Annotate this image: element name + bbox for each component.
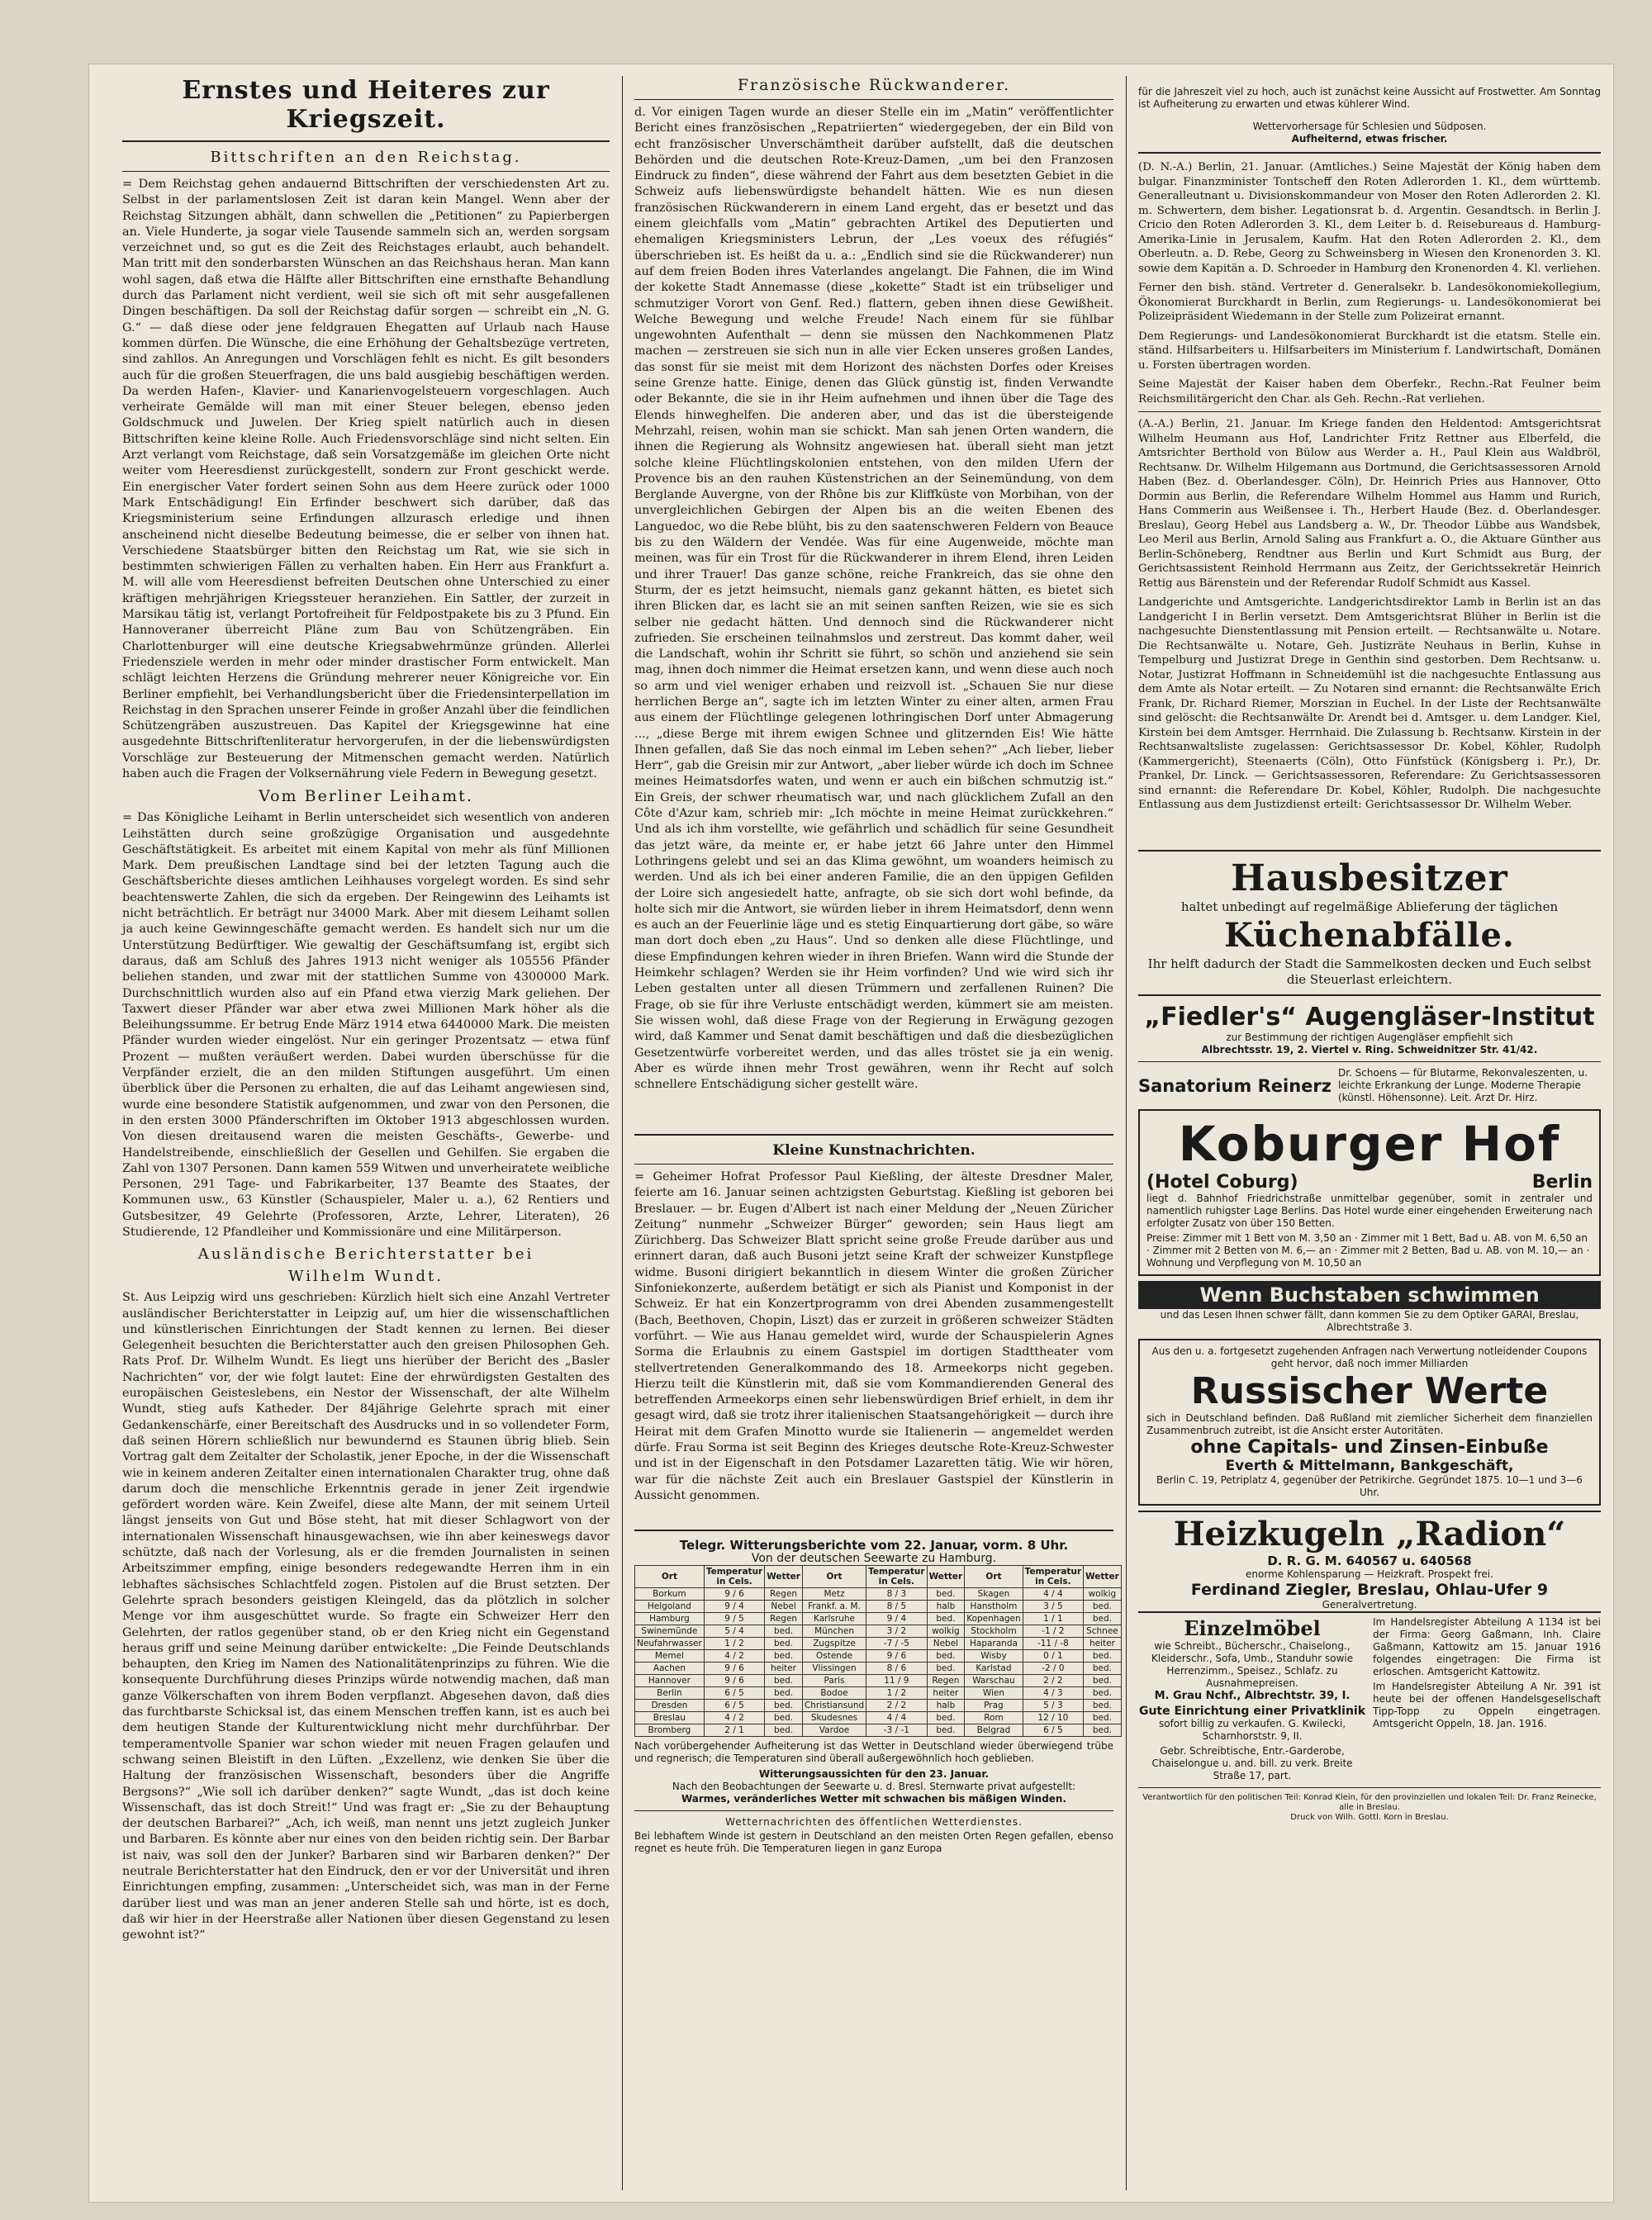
weather-note: Nach vorübergehender Aufheiterung ist das Wetter in Deutschland wieder überwiegend trübe und regnerisch; die Temperaturen sind überall außergewöhnlich hoch geblieben.: [634, 1740, 1113, 1764]
weather-cell: 3 / 5: [1023, 1601, 1083, 1613]
forecast-title: Witterungsaussichten für den 23. Januar.: [758, 1768, 990, 1780]
weather-cell: heiter: [765, 1663, 803, 1675]
weather-cell: Frankf. a. M.: [802, 1601, 866, 1613]
weather-cell: 4 / 2: [704, 1712, 764, 1724]
weather-cell: bed.: [1084, 1687, 1122, 1700]
weather-cell: Dresden: [635, 1700, 705, 1712]
weather-cell: Paris: [802, 1675, 866, 1687]
weather-cell: bed.: [1084, 1675, 1122, 1687]
ad-text: wie Schreibt., Bücherschr., Chaiselong., Kleiderschr., Sofa, Umb., Standuhr sowie Herrenzimm., Speisez., Schlafz. zu Ausnahmepreisen.: [1151, 1640, 1354, 1689]
ad-optiker: [1138, 1281, 1601, 1309]
weather-title: Telegr. Witterungsberichte vom 22. Januar, vorm. 8 Uhr.: [679, 1538, 1069, 1553]
weather-cell: bed.: [927, 1663, 965, 1675]
divider: [1138, 1787, 1601, 1788]
section-header: Ernstes und Heiteres zur Kriegszeit.: [182, 76, 550, 134]
weather-cell: 9 / 4: [866, 1613, 927, 1625]
weather-row: [635, 1724, 1122, 1737]
ad-fiedler: [1138, 1003, 1601, 1056]
divider: [634, 1134, 1113, 1136]
weather-cell: Aachen: [635, 1663, 705, 1675]
news-text: Landgerichte und Amtsgerichte. Landgerichtsdirektor Lamb in Berlin ist an das Landgericht I in Berlin versetzt. Dem Amtsgerichtsrat Blüher in Berlin ist die nachgesuchte Dienstentlassung mit Pension erteilt. — Rechtsanwälte u. Notare. Die Rechtsanwälte u. Notare, Geh. Justizräte Neuhaus in Berlin, Kuhse in Tempelburg und Justizrat Drege in Genthin sind gestorben. Dem Rechtsanw. u. Notar, Justizrat Hoffmann in Schneidemühl ist die nachgesuchte Entlassung aus dem Amte als Notar erteilt. — Zu Notaren sind ernannt: die Rechtsanwälte Erich Frank, Dr. Richard Riemer, Morszian in Euchel. In der Liste der Rechtsanwälte sind gelöscht: die Rechtsanwälte Dr. Arendt bei d. Amtsger. u. dem Landger. Kiel, Kirstein bei dem Amtsger. Herrnhaid. Die Zulassung b. Rechtsanw. Kirstein in der Rechtsanwaltsliste zugelassen: Gerichtsassessor Dr. Kobel, Köhler, Rudolph (Kammergericht), Steenaerts (Cöln), Otto Fünfstück (Königsberg i. Pr.), Dr. Prankel, Dr. Linck. — Gerichtsassessoren, Referendare: Zu Gerichtsassessoren sind ernannt: die Referendare Dr. Kobel, Köhler, Rudolph. Die nachgesuchte Entlassung aus dem Justizdienst erteilt: Gerichtsassessor Dr. Wilhelm Weber.: [1138, 596, 1601, 811]
divider: [1138, 850, 1601, 851]
weather-cell: Vardoe: [802, 1724, 866, 1737]
divider: [634, 99, 1113, 100]
weather-cell: 6 / 5: [1023, 1724, 1083, 1737]
ad-text: Ihr helft dadurch der Stadt die Sammelkosten decken und Euch selbst die Steuerlast erleichtern.: [1147, 956, 1592, 987]
weather-cell: bed.: [927, 1724, 965, 1737]
ad-text: Aus den u. a. fortgesetzt zugehenden Anfragen nach Verwertung notleidender Coupons geht hervor, daß noch immer Milliarden: [1151, 1345, 1588, 1369]
weather-col-header: Ort: [965, 1566, 1023, 1588]
divider: [1138, 1061, 1601, 1062]
weather-cell: Helgoland: [635, 1601, 705, 1613]
weather-cell: Rom: [965, 1712, 1023, 1724]
weather-cell: Karlstad: [965, 1663, 1023, 1675]
weather-col-header: Wetter: [765, 1566, 803, 1588]
weather-cell: Swinemünde: [635, 1625, 705, 1638]
weather-cell: -2 / 0: [1023, 1663, 1083, 1675]
weather-cell: heiter: [927, 1687, 965, 1700]
weather-cell: Vlissingen: [802, 1663, 866, 1675]
ad-text: und das Lesen Ihnen schwer fällt, dann kommen Sie zu dem Optiker GARAI, Breslau, Albrechtstraße 3.: [1160, 1309, 1579, 1333]
weather-cell: halb: [927, 1601, 965, 1613]
weather-cell: 4 / 3: [1023, 1687, 1083, 1700]
ad-text: Dr. Schoens — für Blutarme, Rekonvaleszenten, u. leichte Erkrankung der Lunge. Moderne Therapie (künstl. Höhensonne). Leit. Arzt Dr. Hirz.: [1337, 1067, 1588, 1103]
weather-cell: Belgrad: [965, 1724, 1023, 1737]
weather-report: [634, 1538, 1119, 1855]
weather-cell: bed.: [927, 1588, 965, 1601]
weather-cell: 9 / 6: [704, 1663, 764, 1675]
weather-cell: Memel: [635, 1650, 705, 1663]
ad-headline: Koburger Hof: [1178, 1116, 1561, 1172]
article-text: St. Aus Leipzig wird uns geschrieben: Kürzlich hielt sich eine Anzahl Vertreter ausländischer Berichterstatter in Leipzig auf, um hier die wissenschaftlichen und künstlerischen Einrichtungen der Stadt kennen zu lernen. Bei dieser Gelegenheit besuchten die Berichterstatter auch den greisen Philosophen Geh. Rats Prof. Dr. Wilhelm Wundt. Es liegt uns hierüber der Bericht des „Basler Nachrichten“ vor, der wie folgt lautet: Eine der ehrwürdigsten Gestalten des europäischen Geisteslebens, ein Nestor der Wissenschaft, der alte Wilhelm Wundt, stieg aufs Katheder. Der 84jährige Gelehrte sprach mit einer Gedankenschärfe, einer Bereitschaft des Ausdrucks und in so vollendeter Form, daß seinen Hörern schließlich nur bewundernd es Staunen übrig blieb. Sein Vortrag galt dem Zeitalter der Scholastik, jener Epoche, in der die Wissenschaft wie in keinem anderen Zeitalter einen internationalen Charakter trug, ohne daß darum doch die menschliche Erkenntnis gerade in jener Zeit irgendwie gefördert worden wäre. Kein Zweifel, diese alte Mann, der mit seinem Urteil längst jenseits von Gut und Böse steht, hat mit dieser Schlagwort von der internationalen Wissenschaft hinausgewachsen, wie ihn aber keineswegs davor schützte, daß nach der Vorlesung, als er die fremden Journalisten in seinen Arbeitszimmer empfing, einige besonders redegewandte Herren ihm in ein lebhaftes sächsisches Schlachtfeld zogen. Pistolen auf die Brust setzten. Der Gelehrte sprach besonders geistigen Kleingeld, das da plötzlich in solcher Menge vor ihm ausgeschüttet wurde. So fragte ein Schweizer Herr den Gelehrten, der ratlos gegenüber stand, ob er den Krieg nicht ein Gegenstand heraus griff und seine Meinung darüber entwickelte: „Die Feinde Deutschlands behaupten, den Krieg im Namen des Nationalitätenprinzips zu führen. Wie die konsequente Durchführung dieses Prinzips würde notwendig machen, daß man ganze Völkerschaften von ihrem Boden verpflanzt. Abgesehen davon, daß dies das furchtbarste Schicksal ist, das einem Menschen treffen kann, ist es auch bei dem heutigen Stande der Kulturentwicklung nicht mehr durchführbar. Der temperamentvolle Spanier war schon wieder mit neuen Fragen gelaufen und schwang seinen Bleistift in den Lüften. „Exzellenz, wie denken Sie über die Haltung der französischen Wissenschaft, besonders über die Angriffe Bergsons?“ „Wie soll ich darüber denken?“ sagte Wundt, „das ist doch keine Wissenschaft, das ist doch Streit!“ Und was fragt er: „Sie zu der Behauptung der deutschen Barbarei?“ „Ach, ich weiß, man nennt uns jetzt zugleich Junker und Barbaren. Es könnte aber nur eines von den beiden richtig sein. Der Barbar ist naiv, was soll den der Junker? Barbaren sind wir Barbaren denken?“ Der neutrale Berichterstatter hat den Eindruck, den er vor der Universität und ihren Einrichtungen empfing, zusammen: „Unterscheidet sich, was man in der Ferne darüber liest und was man an jener anderen Stelle sah und hörte, ist es doch, daß wir hier in der Heerstraße aller Nationen über diesen Gegenstand zu lesen gewohnt ist?“: [122, 1291, 610, 1942]
ad-text: Generalvertretung.: [1322, 1599, 1417, 1610]
weather-col-header: Ort: [635, 1566, 705, 1588]
imprint-printer: Druck von Wilh. Gottl. Korn in Breslau.: [1290, 1813, 1449, 1822]
weather-col-header: Wetter: [1084, 1566, 1122, 1588]
weather-cell: 11 / 9: [866, 1675, 927, 1687]
weather-cell: Christiansund: [802, 1700, 866, 1712]
weather-row: [635, 1700, 1122, 1712]
newspaper-page: [89, 64, 1613, 2202]
register-notice: Im Handelsregister Abteilung A Nr. 391 ist heute bei der offenen Handelsgesellschaft Tipp-Topp zu Oppeln eingetragen. Amtsgericht Oppeln, 18. Jan. 1916.: [1373, 1681, 1601, 1729]
weather-cell: 9 / 6: [704, 1588, 764, 1601]
article-text: = Dem Reichstag gehen andauernd Bittschriften der verschiedensten Art zu. Selbst in der parlamentslosen Zeit ist daran kein Mangel. Wenn aber der Reichstag Sitzungen abhält, dann schwellen die „Petitionen“ zu Papierbergen an. Viele Hunderte, ja sogar viele Tausende sammeln sich an, werden sorgsam verzeichnet und, so gut es die Zeit des Reichstages erlaubt, auch behandelt. Man tritt mit den sonderbarsten Wünschen an das Reichshaus heran. Man kann wohl sagen, daß etwa die Hälfte aller Bittschriften eine ernsthafte Behandlung durch das Parlament nicht verdient, weil sie sich oft mit sehr ausgefallenen Dingen beschäftigen. Da soll der Reichstag dafür sorgen — schreibt ein „N. G. G.“ — daß diese oder jene feldgrauen Ehegatten auf Urlaub nach Hause kommen dürfen. Die Wünsche, die eine Erhöhung der Gehaltsbezüge vertreten, sind zahllos. An Anregungen und Vorschlägen fehlt es nicht. Es gilt besonders auch für die großen Steuerfragen, die uns bald ausgiebig beschäftigen werden. Da werden Hafen-, Klavier- und Kanarienvogelsteuern vorgeschlagen. Auch verheirate Gemälde will man mit einer Steuer belegen, ebenso jeden Goldschmuck und Juwelen. Der Krieg spielt natürlich auch in diesen Bittschriften keine kleine Rolle. Auch Friedensvorschläge sind nicht selten. Ein Arzt verlangt vom Reichstage, daß sein Vorsatzgemäße im gleichen Orte nicht weiter vom Heeresdienst zurückgestellt, sondern zur Front geschickt werde. Ein energischer Vater fordert seinen Sohn aus dem Heere zurück oder 1000 Mark Entschädigung! Ein Erfinder beschwert sich darüber, daß das Kriegsministerium seine Erfindungen allzurasch erledige und ihnen anscheinend nicht dieselbe Bedeutung beimesse, die er selber von ihnen hat. Verschiedene Staatsbürger bitten den Reichstag um Rat, wie sie sich in bestimmten schwierigen Fällen zu verhalten haben. Ein Herr aus Frankfurt a. M. will alle vom Heeresdienst befreiten Deutschen ohne Unterschied zu einer kräftigen mehrjährigen Kriegssteuer heranziehen. Ein Sattler, der zurzeit in Marsikau tätig ist, verlangt Portofreiheit für Feldpostpakete bis zu 3 Pfund. Ein Hannoveraner überreicht Pläne zum Bau von Schützengräben. Ein Charlottenburger will eine deutsche Kriegsabwehrmünze gründen. Allerlei Friedensziele werden in mehr oder minder drastischer Form entwickelt. Man schlägt leichten Herzens die Gründung mehrerer neuer Königreiche vor. Ein Berliner empfiehlt, bei Verhandlungsbericht über die Friedensinterpellation im Reichstag in den Sprachen unserer Feinde in großer Anzahl über die feindlichen Schützengräben auszustreuen. Das Kapitel der Kriegsgewinne hat eine ausgedehnte Bittschriftenliteratur hervorgerufen, in der die liebenswürdigsten Vorschläge zur Besteuerung der Mitmenschen gemacht werden. Natürlich haben auch die Fragen der Volksernährung viele Federn in Bewegung gesetzt.: [122, 178, 610, 780]
weather-cell: 2 / 2: [1023, 1675, 1083, 1687]
weather-cell: bed.: [927, 1650, 965, 1663]
weather-row: [635, 1650, 1122, 1663]
weather-cell: bed.: [1084, 1663, 1122, 1675]
ad-headline: Sanatorium Reinerz: [1138, 1075, 1332, 1096]
weather-cell: -1 / 2: [1023, 1625, 1083, 1638]
forecast-text: Warmes, veränderliches Wetter mit schwachen bis mäßigen Winden.: [681, 1793, 1067, 1805]
divider: [1138, 152, 1601, 154]
article-text: = Das Königliche Leihamt in Berlin unterscheidet sich wesentlich von anderen Leihstätten durch seine großzügige Organisation und ausgedehnte Geschäftstätigkeit. Es arbeitet mit einem Kapital von mehr als fünf Millionen Mark. Dem preußischen Landtage sind bei der letzten Tagung auch die Geschäftsberichte dieses amtlichen Leihhauses vorgelegt worden. Es sind sehr beachtenswerte Zahlen, die sich da ergeben. Der Reingewinn des Leihamts ist nicht beträchtlich. Er beträgt nur 34000 Mark. Aber mit diesem Leihamt sollen ja auch keine Gewinngeschäfte gemacht werden. Es handelt sich nur um die Unterstützung Bedürftiger. Wie gewaltig der Geschäftsumfang ist, ergibt sich daraus, daß am Schluß des Jahres 1913 nicht weniger als 105556 Pfänder beliehen standen, und zwar mit der stattlichen Summe von 4300000 Mark. Durchschnittlich wurden also auf ein Pfand etwa vierzig Mark geliehen. Der Taxwert dieser Pfänder war aber etwa zwei Millionen Mark höher als die Beleihungssumme. Er betrug Ende März 1914 etwa 6440000 Mark. Die meisten Pfänder wurden wieder eingelöst. Nur ein geringer Prozentsatz — etwa fünf Prozent — mußten veräußert werden. Dabei wurden überschüsse für die Verpfänder erzielt, die an den milden Stiftungen ausgeführt. Um einen überblick über die Personen zu erhalten, die auf das Leihamt angewiesen sind, wurde eine besondere Statistik aufgenommen, und zwar von den Personen, die in den ersten 3000 Pfänderschriften im Oktober 1913 abgeschlossen wurden. Von diesen dreitausend waren die meisten Geschäfts-, Gewerbe- und Handelstreibende, einschließlich der Gesellen und Gehilfen. Sie ergaben die Zahl von 1307 Personen. Dann kamen 559 Witwen und unverheiratete weibliche Personen, 291 Tage- und Fabrikarbeiter, 137 Beamte des Staates, der Kommunen usw., 63 Künstler (Schauspieler, Maler u. a.), 62 Rentiers und Gutsbesitzer, 49 Gelehrte (Professoren, Arzte, Lehrer, Literaten), 26 Studierende, 12 Pfandleiher und Kommissionäre und eine Militärperson.: [122, 811, 610, 1239]
ad-firm: Everth & Mittelmann, Bankgeschäft,: [1225, 1458, 1514, 1474]
weather-cell: -3 / -1: [866, 1724, 927, 1737]
ad-subtitle: (Hotel Coburg): [1146, 1172, 1298, 1193]
weather-cell: -7 / -5: [866, 1638, 927, 1650]
ad-radion: [1138, 1511, 1601, 1611]
weather-cell: bed.: [1084, 1712, 1122, 1724]
weather-cell: 1 / 1: [1023, 1613, 1083, 1625]
weather-cell: 2 / 2: [866, 1700, 927, 1712]
forecast-region: Wettervorhersage für Schlesien und Südposen.: [1252, 121, 1487, 132]
weather-cell: Ostende: [802, 1650, 866, 1663]
weather-cell: bed.: [1084, 1724, 1122, 1737]
ad-headline: Wenn Buchstaben schwimmen: [1199, 1283, 1540, 1307]
weather-cell: Hanstholm: [965, 1601, 1023, 1613]
article-text: d. Vor einigen Tagen wurde an dieser Stelle ein im „Matin“ veröffentlichter Bericht eines französischen „Repatriierten“ wiedergegeben, der ein Bild von echt französischer Unverschämtheit darüber aufstellt, daß die deutschen Behörden und die deutschen Rote-Kreuz-Damen, „um bei den Franzosen Eindruck zu finden“, diese während der Fahrt aus dem besetzten Gebiet in die Schweiz aufs liebenswürdigste behandelt hätten. Wie es nun diesen französischen Rückwanderern in einem Land ergeht, das er besetzt und das einem gleichfalls vom „Matin“ gebrachten Artikel des Deputierten und ehemaligen Kriegsministers Lebrun, der „Les voeux des réfugiés“ überschrieben ist. Es heißt da u. a.: „Endlich sind sie die Rückwanderer) nun auf dem freien Boden ihres Vaterlandes angelangt. Die Fahnen, die im Wind der kokette Stadt Annemasse (diese „kokette“ Stadt ist ein trübseliger und schmutziger Vorort von Genf. Red.) flattern, geben ihnen diese Gewißheit. Welche Bewegung und welche Freude! Nach einem für sie fühlbar ungewohnten Aufenthalt — denn sie müssen den Nachkommenen Platz machen — zerstreuen sie sich nun in alle vier Ecken unseres großen Landes, das sonst für sie meist mit dem Horizont des nächsten Dorfes oder Kreises seine Grenze hatte. Einige, denen das Glück günstig ist, finden Verwandte oder Bekannte, die sie in ihr Heim aufnehmen und ihnen über die Tage des Elends hinweghelfen. Die anderen aber, und das ist die übersteigende Mehrzahl, reisen, wohin man sie schickt. Man sah jenen Orten wandern, die ihnen die Regierung als Wohnsitz angewiesen hat. überall sieht man jetzt solche kleine Flüchtlingskolonien entstehen, von den milden Ufern der Provence bis an den rauhen Küstenstrichen an der Seinemündung, von dem Berglande Auvergne, von der Rhône bis zur Kliffküste von Morbihan, von der unvergleichlichen Gebirgen der Alpen bis an die weiten Ebenen des Languedoc, wo die Rebe blüht, bis zu den saatenschweren Feldern von Beauce bis zu den Wäldern der Vendée. Was für eine Augenweide, möchte man meinen, was für ein Trost für die Rückwanderer in ihrem Elend, ihren Leiden und ihrer Trauer! Das ganze schöne, reiche Frankreich, das sie ohne den Sturm, der es jetzt heimsucht, niemals ganz gekannt hätten, es bietet sich ihren Blicken dar, es lacht sie an mit seinen sanften Reizen, wie sie es sich selber nie gedacht hätten. Und dennoch sind die Rückwanderer nicht zufrieden. Sie erscheinen teilnahmslos und zerstreut. Das kommt daher, weil die Landschaft, wohin ihr Schritt sie führt, so schön und anziehend sie sein mag, ihnen doch nimmer die Heimat ersetzen kann, und wenn diese auch noch so arm und viel weniger erhaben und reizvoll ist. „Schauen Sie nur diese herrlichen Berge an“, sagte ich im letzten Winter zu einer alten, armen Frau aus einem der Flüchtlinge gelegenen lothringischen Dorf unter Abmagerung ..., „diese Berge mit ihrem ewigen Schnee und glitzernden Eis! Wie hätte Ihnen gefallen, daß Sie das noch einmal im Leben sehen?“ „Ach lieber, lieber Herr“, gab die Greisin mir zur Antwort, „aber lieber würde ich doch im Schnee meines Heimatsdorfes waten, und wenn er auch ein bißchen schmutzig ist.“ Ein Greis, der schwer rheumatisch war, und nach glücklichem Zufall an den Côte d'Azur kam, schrieb mir: „Ich möchte in meine Heimat zurückkehren.“ Und als ich ihm vorstellte, wie gefährlich und schädlich für seine Gesundheit das jetzt wäre, da meinte er, er habe jetzt 66 Jahre unter den Himmel Lothringens gelebt und sei an das Klima gewöhnt, um woanders heimisch zu werden. Und als ich bei einer anderen Familie, die an den üppigen Gefilden der Loire sich angesiedelt hatte, anfragte, ob sie sich dort wohl befinde, da holte sich mir die Antwort, sie würden lieber in ihrem Heimatsdorf, denn wenn es auch an der Feuerlinie läge und es stetig Einquartierung dort gäbe, so wäre man dort doch eben „zu Haus“. Und so denken alle diese Flüchtlinge, und diese Empfindungen kehren wieder in ihren Briefen. Wann wird die Stunde der Heimkehr schlagen? Werden sie ihr Heim vorfinden? Und wie wird sich ihr Leben gestalten unter all diesen Trümmern und zerfallenen Ruinen? Die Frage, ob sie für ihre Verluste entschädigt werden, kümmert sie am meisten. Sie wissen wohl, daß diese Frage von der Regierung in Erwägung gezogen wird, daß Kammer und Senat damit beschäftigen und daß die diesbezüglichen Gesetzentwürfe vorbereitet werden, und das alles tröstet sie ja ein wenig. Aber es würde ihnen mehr Trost gewähren, wenn ihr Recht auf solch schnellere Entschädigung sicher gestellt wäre.: [634, 106, 1113, 1092]
weather-cell: 4 / 4: [1023, 1588, 1083, 1601]
weather-cell: 9 / 4: [704, 1601, 764, 1613]
weather-cell: bed.: [765, 1625, 803, 1638]
ad-firm: M. Grau Nchf., Albrechtstr. 39, I.: [1154, 1690, 1351, 1702]
weather-cell: 4 / 2: [704, 1650, 764, 1663]
weather-cell: Borkum: [635, 1588, 705, 1601]
public-weather-title: Wetternachrichten des öffentlichen Wetterdienstes.: [725, 1816, 1023, 1828]
weather-cell: bed.: [765, 1712, 803, 1724]
weather-row: [635, 1613, 1122, 1625]
column-middle: [634, 76, 1119, 2190]
weather-cell: 5 / 4: [704, 1625, 764, 1638]
ad-text: enorme Kohlensparung — Heizkraft. Prospekt frei.: [1246, 1568, 1493, 1580]
weather-cell: wolkig: [927, 1625, 965, 1638]
weather-cell: Stockholm: [965, 1625, 1023, 1638]
weather-cell: wolkig: [1084, 1588, 1122, 1601]
public-weather-text: Bei lebhaftem Winde ist gestern in Deutschland an den meisten Orten Regen gefallen, ebenso regnet es heute früh. Die Temperaturen liegen in ganz Europa: [634, 1830, 1113, 1854]
ad-subtitle: D. R. G. M. 640567 u. 640568: [1267, 1554, 1472, 1568]
ad-headline: Hausbesitzer: [1231, 857, 1508, 899]
weather-cell: 8 / 3: [866, 1588, 927, 1601]
weather-continuation: für die Jahreszeit viel zu hoch, auch ist zunächst keine Aussicht auf Frostwetter. Am Sonntag ist Aufheiterung zu erwarten und etwas kühlerer Wind.: [1138, 86, 1601, 110]
weather-cell: Kopenhagen: [965, 1613, 1023, 1625]
weather-cell: 9 / 6: [704, 1675, 764, 1687]
article-text: = Geheimer Hofrat Professor Paul Kießling, der älteste Dresdner Maler, feierte am 16. Januar seinen achtzigsten Geburtstag. Kießling ist geboren bei Breslauer. — br. Eugen d'Albert ist nach einer Meldung der „Neuen Züricher Zeitung“ nunmehr „Schweizer Bürger“ geworden; sein Haus liegt am Zürichberg. Das Schweizer Blatt spricht seine große Freude darüber aus und erinnert daran, daß auch Busoni jetzt seine Kraft der schweizer Kunstpflege widme. Busoni dirigiert bekanntlich in diesem Winter die großen Züricher Sinfoniekonzerte, außerdem betätigt er sich als Pianist und Komponist in der Schweiz. Er hat ein Konzertprogramm von drei Abenden zusammengestellt (Bach, Beethoven, Chopin, Liszt) das er zurzeit in größeren schweizer Städten vorführt. — Wie aus Hanau gemeldet wird, wurde der Schauspielerin Agnes Sorma die Erlaubnis zu einem Gastspiel im dortigen Stadttheater vom stellvertretenden Generalkommando des 18. Armeekorps nicht gegeben. Hierzu teilt die Künstlerin mit, daß sie vom Kommandierenden General des betreffenden Armeekorps einen sehr liebenswürdigen Brief erhielt, in dem ihr gesagt wird, daß sie trotz ihrer italienischen Staatsangehörigkeit — durch ihre Heirat mit dem Grafen Minotto wurde sie Italienerin — angemeldet werden dürfe. Frau Sorma ist seit Beginn des Krieges deutsche Rote-Kreuz-Schwester und ist in der Eigenschaft in den Potsdamer Lazaretten tätig. Wie wir hören, war für die nächste Zeit auch ein Breslauer Gastspiel der Künstlerin in Aussicht genommen.: [634, 1170, 1113, 1502]
weather-cell: Prag: [965, 1700, 1023, 1712]
article-title: Französische Rückwanderer.: [737, 76, 1011, 94]
ad-headline: Küchenabfälle.: [1224, 916, 1515, 955]
weather-cell: bed.: [927, 1712, 965, 1724]
weather-cell: 3 / 2: [866, 1625, 927, 1638]
weather-cell: bed.: [765, 1650, 803, 1663]
divider: [634, 1810, 1113, 1811]
column-left: [122, 76, 610, 2190]
weather-col-header: Ort: [802, 1566, 866, 1588]
weather-cell: bed.: [1084, 1700, 1122, 1712]
divider: [634, 1164, 1113, 1165]
ad-headline: Heizkugeln „Radion“: [1173, 1515, 1566, 1554]
ad-text: Albrechtsstr. 19, 2. Viertel v. Ring. Schweidnitzer Str. 41/42.: [1201, 1044, 1538, 1055]
weather-cell: Schnee: [1084, 1625, 1122, 1638]
weather-cell: 0 / 1: [1023, 1650, 1083, 1663]
weather-cell: bed.: [765, 1675, 803, 1687]
article-title: Bittschriften an den Reichstag.: [210, 149, 522, 166]
weather-cell: Bodoe: [802, 1687, 866, 1700]
ad-text: zur Bestimmung der richtigen Augengläser empfiehlt sich: [1226, 1032, 1513, 1043]
weather-cell: 6 / 5: [704, 1700, 764, 1712]
weather-cell: Regen: [765, 1588, 803, 1601]
register-notice: Im Handelsregister Abteilung A 1134 ist bei der Firma: Georg Gaßmann, Inh. Claire Gaßmann, Kattowitz am 15. Januar 1916 folgendes eingetragen: Die Firma ist erloschen. Amtsgericht Kattowitz.: [1373, 1616, 1601, 1677]
weather-cell: Wien: [965, 1687, 1023, 1700]
ad-headline: „Fiedler's“ Augengläser-Institut: [1144, 1003, 1595, 1032]
ad-prices: Preise: Zimmer mit 1 Bett von M. 3,50 an · Zimmer mit 1 Bett, Bad u. AB. von M. 6,50 an · Zimmer mit 2 Betten von M. 6,— an · Zimmer mit 2 Betten, Bad u. AB. von M. 10,— an · Wohnung und Verpflegung von M. 10,50 an: [1146, 1232, 1590, 1269]
ad-firm: Ferdinand Ziegler, Breslau, Ohlau-Ufer 9: [1190, 1581, 1549, 1599]
weather-cell: halb: [927, 1700, 965, 1712]
article-title: Kleine Kunstnachrichten.: [772, 1142, 976, 1159]
news-text: Ferner den bish. ständ. Vertreter d. Generalsekr. b. Landesökonomiekollegium, Ökonomierat Burckhardt in Berlin, zum Regierungs- u. Landesökonomierat bei Polizeipräsident Wiedemann in der Stelle zum Polizeirat ernannt.: [1138, 282, 1601, 323]
weather-cell: Hamburg: [635, 1613, 705, 1625]
divider: [122, 140, 610, 142]
weather-cell: Nebel: [927, 1638, 965, 1650]
ad-classifieds: [1138, 1611, 1601, 1782]
article-title: Vom Berliner Leihamt.: [259, 787, 473, 806]
weather-cell: bed.: [1084, 1613, 1122, 1625]
weather-cell: bed.: [927, 1613, 965, 1625]
weather-cell: 8 / 5: [866, 1601, 927, 1613]
ad-sanatorium: [1138, 1067, 1601, 1104]
weather-cell: bed.: [1084, 1601, 1122, 1613]
imprint: Verantwortlich für den politischen Teil: Konrad Klein, für den provinziellen und lokalen Teil: Dr. Franz Reinecke, alle in Breslau.: [1142, 1793, 1597, 1812]
weather-cell: Skagen: [965, 1588, 1023, 1601]
article-title: Wilhelm Wundt.: [288, 1268, 444, 1286]
weather-cell: Karlsruhe: [802, 1613, 866, 1625]
weather-cell: bed.: [765, 1724, 803, 1737]
ad-text: sich in Deutschland befinden. Daß Rußland mit ziemlicher Sicherheit dem finanziellen Zusammenbruch zutreibt, ist die Ansicht erster Autoritäten.: [1146, 1412, 1593, 1436]
weather-cell: Hannover: [635, 1675, 705, 1687]
weather-cell: 5 / 3: [1023, 1700, 1083, 1712]
weather-cell: Nebel: [765, 1601, 803, 1613]
ad-text: sofort billig zu verkaufen. G. Kwilecki, Scharnhorststr. 9, II.: [1158, 1718, 1346, 1742]
weather-cell: Wisby: [965, 1650, 1023, 1663]
ad-koburger-hof: [1138, 1109, 1601, 1276]
weather-cell: 2 / 1: [704, 1724, 764, 1737]
weather-col-header: Wetter: [927, 1566, 965, 1588]
ad-headline: Russischer Werte: [1190, 1370, 1549, 1412]
weather-cell: 1 / 2: [704, 1638, 764, 1650]
ad-address: Berlin C. 19, Petriplatz 4, gegenüber der Petrikirche. Gegründet 1875. 10—1 und 3—6 Uhr.: [1156, 1474, 1583, 1498]
weather-row: [635, 1601, 1122, 1613]
ad-headline: Einzelmöbel: [1184, 1616, 1321, 1640]
weather-cell: Berlin: [635, 1687, 705, 1700]
weather-table: [634, 1565, 1122, 1737]
forecast-source: Nach den Beobachtungen der Seewarte u. d. Bresl. Sternwarte privat aufgestellt:: [672, 1781, 1076, 1792]
weather-row: [635, 1638, 1122, 1650]
weather-cell: Metz: [802, 1588, 866, 1601]
news-text: (A.-A.) Berlin, 21. Januar. Im Kriege fanden den Heldentod: Amtsgerichtsrat Wilhelm Heumann aus Hof, Landrichter Fritz Rettner aus Elberfeld, die Amtsrichter Berthold von Bülow aus Werder a. H., Paul Klein aus Waldbröl, Rechtsanw. Dr. Wilhelm Hilgemann aus Dortmund, die Gerichtsassessoren Arnold Haben (Bez. d. Oberlandesger. Cöln), Dr. Heinrich Pries aus Hannover, Otto Dormin aus Berlin, die Referendare Wilhelm Hommel aus Hamm und Rurich, Hans Commerin aus Weißensee i. Th., Herbert Haude (Bez. d. Oberlandesger. Breslau), Georg Hebel aus Landsberg a. W., Dr. Theodor Lübbe aus Wandsbek, Leo Meril aus Berlin, Arnold Saling aus Frankfurt a. O., die Aktuare Günther aus Berlin-Schöneberg, Rendtner aus Berlin und Kurt Schmidt aus Burg, der Gerichtsassistent Reinhold Herrmann aus Zeitz, der Gerichtssekretär Heinrich Rettig aus Bärenstein und der Referendar Rudolf Schmidt aus Kassel.: [1138, 418, 1601, 590]
weather-cell: 12 / 10: [1023, 1712, 1083, 1724]
weather-cell: 4 / 4: [866, 1712, 927, 1724]
weather-col-header: Temperatur in Cels.: [866, 1566, 927, 1588]
ad-hausbesitzer: [1138, 858, 1601, 988]
weather-row: [635, 1687, 1122, 1700]
weather-cell: München: [802, 1625, 866, 1638]
weather-col-header: Temperatur in Cels.: [704, 1566, 764, 1588]
weather-row: [635, 1712, 1122, 1724]
column-divider: [1126, 76, 1127, 2190]
weather-cell: Warschau: [965, 1675, 1023, 1687]
divider: [1138, 411, 1601, 412]
ad-text: ohne Capitals- und Zinsen-Einbuße: [1190, 1437, 1549, 1458]
weather-col-header: Temperatur in Cels.: [1023, 1566, 1083, 1588]
news-text: Dem Regierungs- und Landesökonomierat Burckhardt ist die etatsm. Stelle ein. ständ. Hilfsarbeiters u. Hilfsarbeiters im Ministerium f. Landwirtschaft, Domänen u. Forsten übertragen worden.: [1138, 330, 1601, 372]
weather-cell: Zugspitze: [802, 1638, 866, 1650]
weather-cell: Breslau: [635, 1712, 705, 1724]
weather-row: [635, 1663, 1122, 1675]
ad-text: liegt d. Bahnhof Friedrichstraße unmittelbar gegenüber, somit in zentraler und namentlich ruhigster Lage Berlins. Das Hotel wurde einer eingehenden Erweiterung nach erfolgter Zusatz von über 150 Betten.: [1146, 1193, 1593, 1229]
divider: [1138, 994, 1601, 996]
column-divider: [622, 76, 623, 2190]
weather-row: [635, 1625, 1122, 1638]
ad-text: haltet unbedingt auf regelmäßige Ablieferung der täglichen: [1180, 899, 1559, 914]
column-right: [1138, 76, 1601, 2190]
weather-cell: bed.: [765, 1700, 803, 1712]
weather-cell: 8 / 6: [866, 1663, 927, 1675]
ad-russische-werte: [1138, 1339, 1601, 1506]
weather-row: [635, 1588, 1122, 1601]
weather-cell: 6 / 5: [704, 1687, 764, 1700]
weather-subtitle: Von der deutschen Seewarte zu Hamburg.: [751, 1552, 997, 1565]
divider: [122, 171, 610, 172]
divider: [634, 1530, 1113, 1531]
ad-headline: Gute Einrichtung einer Privatklinik: [1138, 1705, 1366, 1718]
news-text: (D. N.-A.) Berlin, 21. Januar. (Amtliches.) Seine Majestät der König haben dem bulgar. Finanzminister Tontscheff den Roten Adlerorden 1. Kl., dem württemb. Generalleutnant u. Divisionskommandeur von Moser den Roten Adlerorden 2. Kl. m. Schwertern, dem bisher. Legationsrat b. d. Argentin. Gesandtsch. in Berlin J. Cricio den Roten Adlerorden 3. Kl., dem Leiter b. d. Reisebureaus d. Hamburg-Amerika-Linie in Jerusalem, Kaufm. Hat den Roten Adlerorden 2. Kl., dem Oberleutn. a. D. Rebe, Georg zu Schweinsberg in Wiesen den Kronenorden 3. Kl. sowie dem Kapitän a. D. Schroeder in Hamburg den Kronenorden 4. Kl. verliehen.: [1138, 161, 1601, 275]
weather-cell: Bromberg: [635, 1724, 705, 1737]
weather-cell: bed.: [765, 1687, 803, 1700]
weather-cell: bed.: [1084, 1650, 1122, 1663]
ad-text: Gebr. Schreibtische, Entr.-Garderobe, Chaiselongue u. and. bill. zu verk. Breite Straße 17, part.: [1151, 1745, 1353, 1781]
weather-row: [635, 1675, 1122, 1687]
weather-cell: Regen: [927, 1675, 965, 1687]
forecast-region-text: Aufheiternd, etwas frischer.: [1291, 133, 1448, 145]
weather-cell: Skudesnes: [802, 1712, 866, 1724]
weather-cell: 9 / 5: [704, 1613, 764, 1625]
weather-cell: 1 / 2: [866, 1687, 927, 1700]
weather-cell: Haparanda: [965, 1638, 1023, 1650]
weather-cell: heiter: [1084, 1638, 1122, 1650]
weather-cell: Neufahrwasser: [635, 1638, 705, 1650]
news-text: Seine Majestät der Kaiser haben dem Oberfekr., Rechn.-Rat Feulner beim Reichsmilitärgericht den Char. als Geh. Rechn.-Rat verliehen.: [1138, 378, 1601, 406]
article-title: Ausländische Berichterstatter bei: [197, 1245, 534, 1264]
weather-cell: 9 / 6: [866, 1650, 927, 1663]
weather-cell: bed.: [765, 1638, 803, 1650]
ad-city: Berlin: [1531, 1172, 1593, 1193]
weather-cell: Regen: [765, 1613, 803, 1625]
weather-cell: -11 / -8: [1023, 1638, 1083, 1650]
